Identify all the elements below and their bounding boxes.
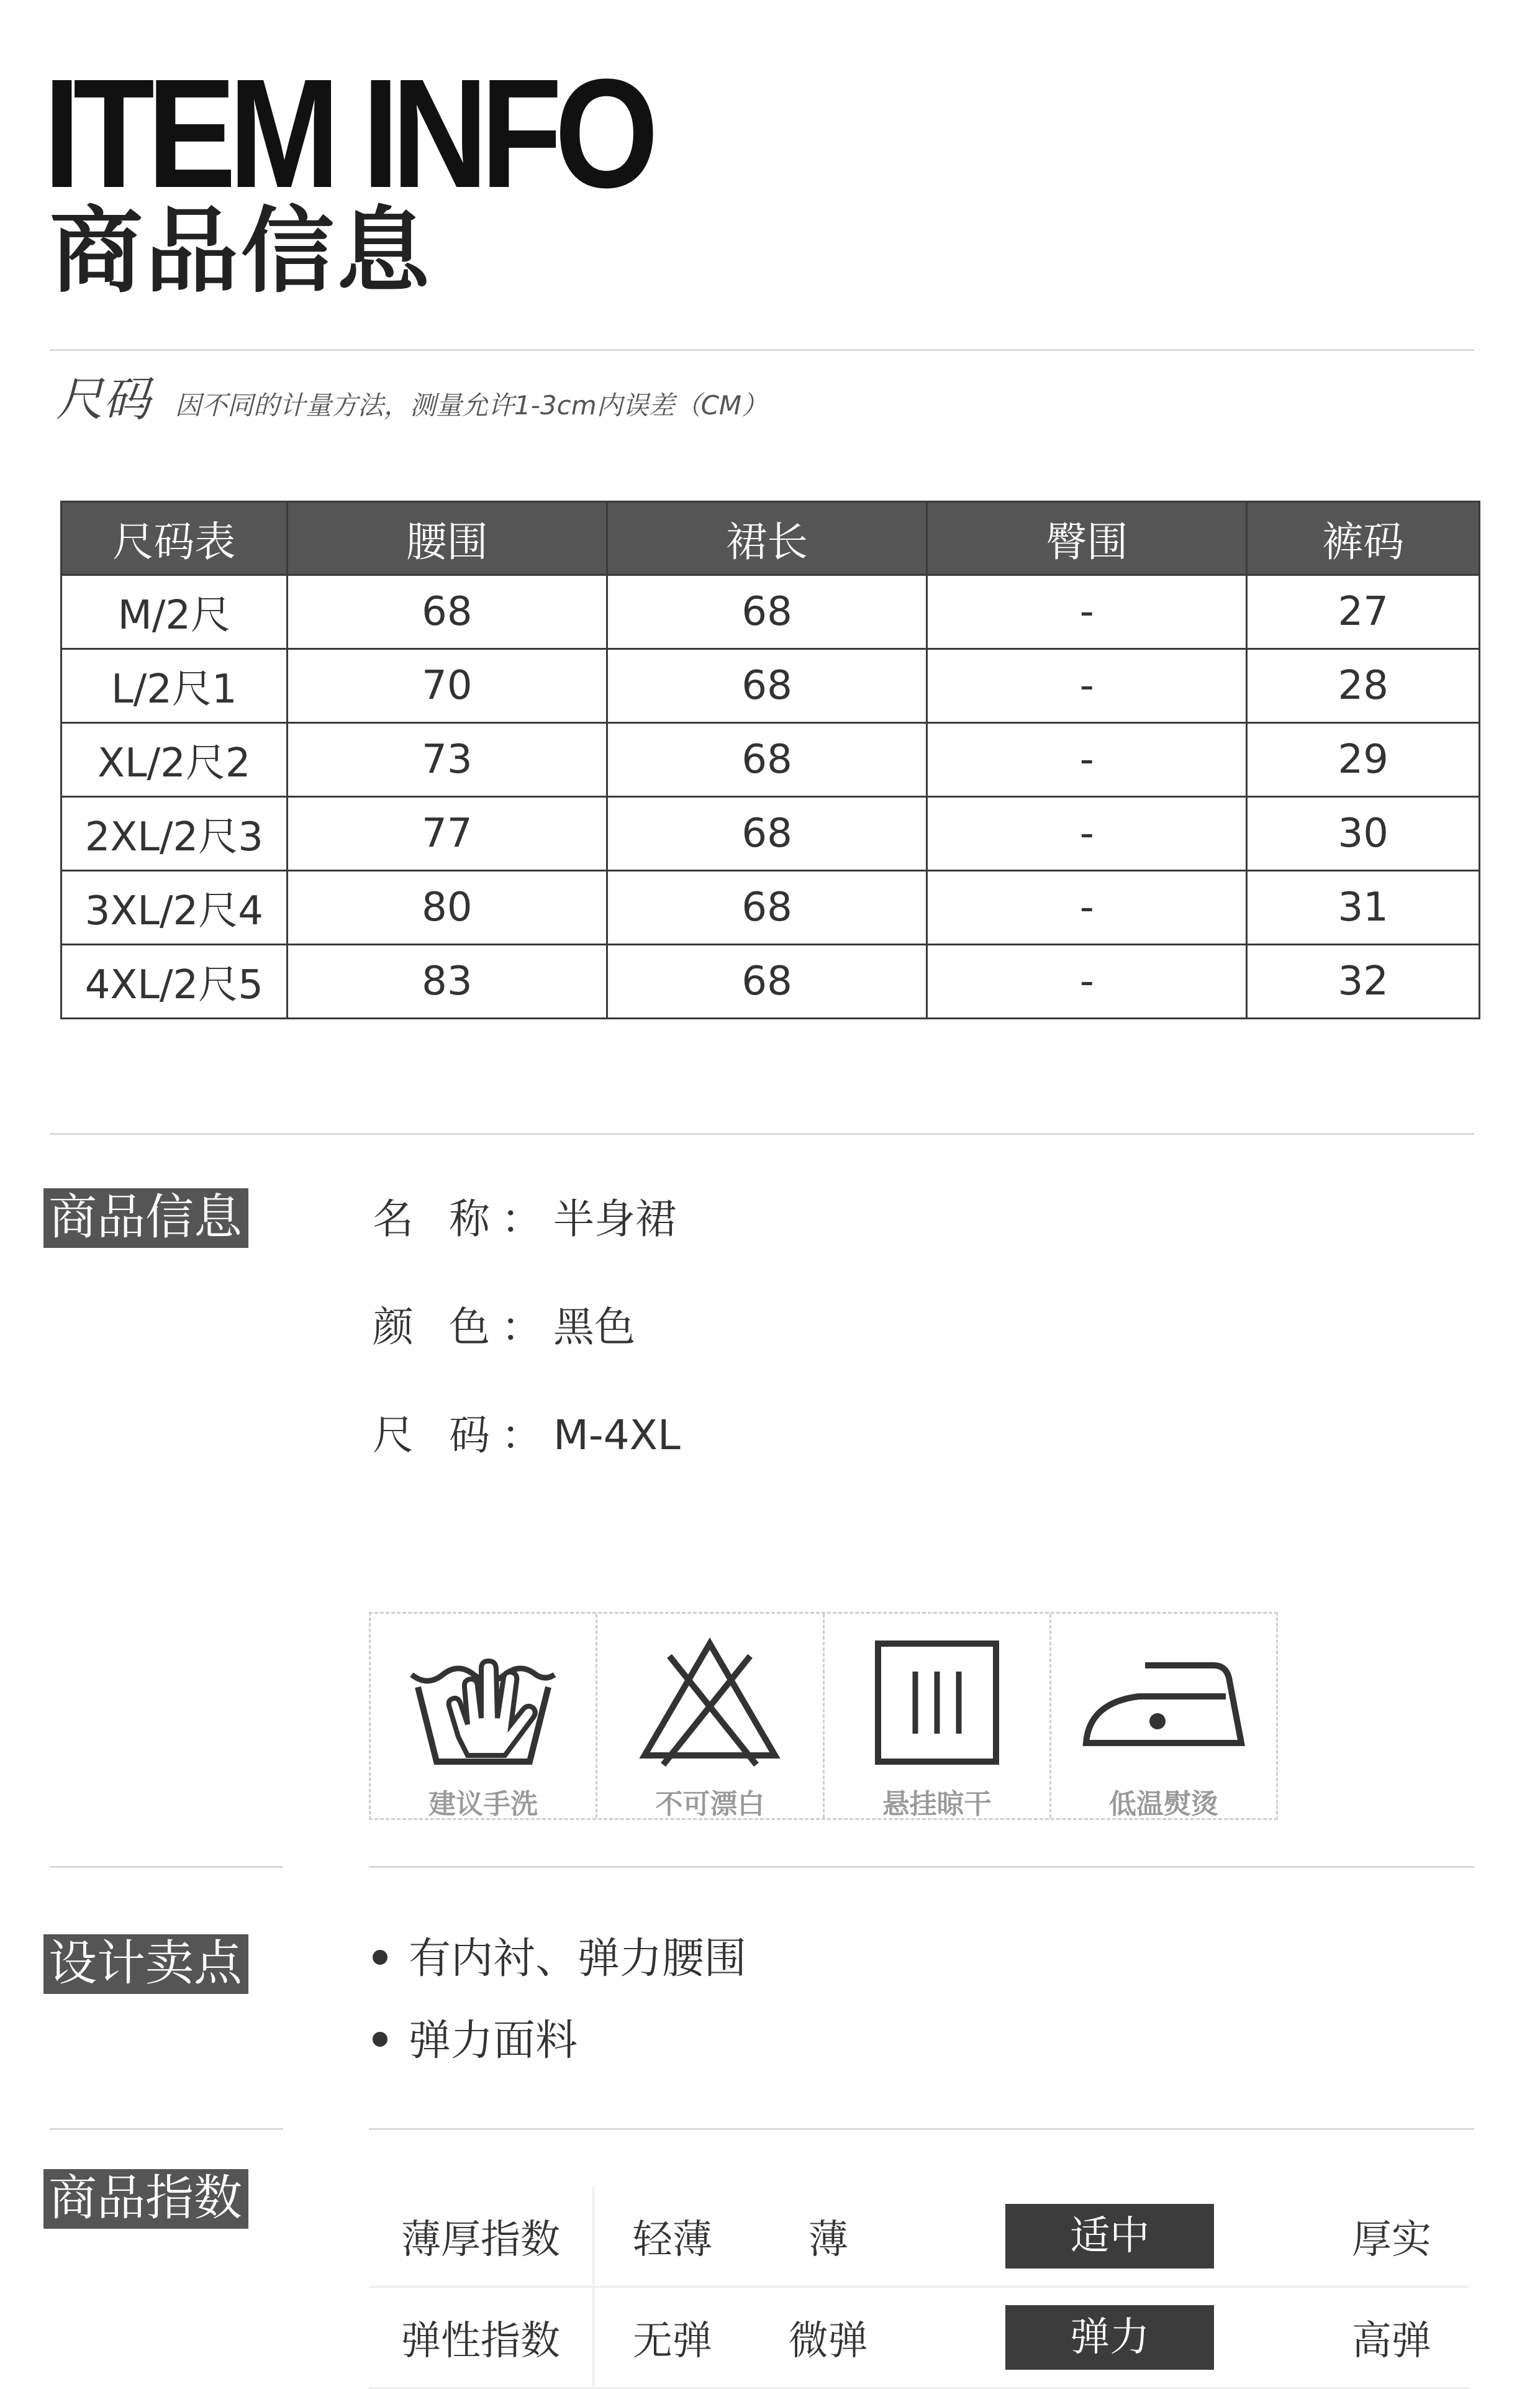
cell-pants-size: 27 xyxy=(1247,575,1480,649)
index-option: 厚实 xyxy=(1314,2187,1469,2287)
design-point-text: 有内衬、弹力腰围 xyxy=(409,1934,747,1983)
care-item-hand-wash xyxy=(371,1614,597,1818)
divider xyxy=(50,349,1474,351)
cell-waist: 68 xyxy=(287,575,607,649)
list-item xyxy=(373,1934,747,1983)
care-instructions xyxy=(369,1612,1278,1820)
info-size-label: 尺 码： xyxy=(373,1411,553,1459)
cell-waist: 83 xyxy=(287,945,607,1019)
header-pants-size: 裤码 xyxy=(1247,502,1480,575)
care-label: 低温熨烫 xyxy=(1108,1788,1218,1820)
cell-pants-size: 29 xyxy=(1247,723,1480,797)
table-row xyxy=(61,945,1480,1019)
index-row-elasticity xyxy=(369,2287,1469,2388)
cell-size: 2XL/2尺3 xyxy=(61,797,288,871)
info-size-line xyxy=(373,1411,681,1459)
size-heading: 尺码 xyxy=(56,371,150,427)
cell-length: 68 xyxy=(607,575,926,649)
index-row-label: 薄厚指数 xyxy=(369,2187,594,2287)
index-option: 轻薄 xyxy=(594,2187,751,2287)
care-item-low-iron xyxy=(1051,1614,1276,1818)
cell-waist: 70 xyxy=(287,649,607,723)
cell-pants-size: 32 xyxy=(1247,945,1480,1019)
cell-pants-size: 28 xyxy=(1247,649,1480,723)
divider xyxy=(50,1133,1474,1135)
header-hip: 臀围 xyxy=(927,502,1247,575)
selected-badge: 适中 xyxy=(1005,2204,1214,2268)
index-option-selected xyxy=(906,2187,1314,2287)
table-row xyxy=(61,871,1480,945)
divider xyxy=(369,2128,1474,2130)
cell-size: 3XL/2尺4 xyxy=(61,871,288,945)
selected-badge: 弹力 xyxy=(1005,2305,1214,2370)
info-size-value: M-4XL xyxy=(553,1411,681,1459)
product-index-table xyxy=(369,2187,1469,2389)
cell-size: 4XL/2尺5 xyxy=(61,945,288,1019)
size-table-header-row xyxy=(61,502,1480,575)
care-item-hang-dry xyxy=(825,1614,1051,1818)
cell-size: L/2尺1 xyxy=(61,649,288,723)
divider xyxy=(50,2128,283,2130)
product-index-tag: 商品指数 xyxy=(43,2169,248,2229)
table-row xyxy=(61,575,1480,649)
info-name-value: 半身裙 xyxy=(553,1195,676,1243)
header-size-chart: 尺码表 xyxy=(61,502,288,575)
cell-length: 68 xyxy=(607,649,926,723)
cell-length: 68 xyxy=(607,871,926,945)
bullet-dot xyxy=(373,2032,387,2047)
info-color-line xyxy=(373,1303,635,1351)
care-label: 不可漂白 xyxy=(655,1788,765,1820)
bullet-dot xyxy=(373,1950,387,1965)
index-row-thickness xyxy=(369,2187,1469,2287)
size-table xyxy=(60,501,1480,1019)
list-item xyxy=(373,2016,578,2065)
table-row xyxy=(61,649,1480,723)
info-name-line xyxy=(373,1195,676,1243)
hang-dry-icon xyxy=(866,1631,1008,1774)
low-iron-icon xyxy=(1077,1631,1251,1774)
cell-hip: - xyxy=(927,797,1247,871)
info-color-value: 黑色 xyxy=(553,1303,635,1351)
header-waist: 腰围 xyxy=(287,502,607,575)
product-info-tag: 商品信息 xyxy=(43,1188,248,1248)
index-option: 无弹 xyxy=(594,2287,751,2388)
hand-wash-icon xyxy=(399,1631,567,1774)
cell-size: M/2尺 xyxy=(61,575,288,649)
index-option-selected xyxy=(906,2287,1314,2388)
care-item-no-bleach xyxy=(597,1614,824,1818)
info-name-label: 名 称： xyxy=(373,1195,553,1243)
cell-hip: - xyxy=(927,871,1247,945)
cell-pants-size: 31 xyxy=(1247,871,1480,945)
cell-length: 68 xyxy=(607,945,926,1019)
index-row-label: 弹性指数 xyxy=(369,2287,594,2388)
divider xyxy=(369,1866,1474,1868)
cell-hip: - xyxy=(927,649,1247,723)
index-option: 高弹 xyxy=(1314,2287,1469,2388)
cell-waist: 73 xyxy=(287,723,607,797)
care-label: 建议手洗 xyxy=(428,1788,538,1820)
cell-size: XL/2尺2 xyxy=(61,723,288,797)
cell-hip: - xyxy=(927,575,1247,649)
page-title-cn: 商品信息 xyxy=(50,198,433,306)
cell-waist: 77 xyxy=(287,797,607,871)
no-bleach-icon xyxy=(635,1631,784,1774)
index-option: 薄 xyxy=(751,2187,906,2287)
cell-hip: - xyxy=(927,723,1247,797)
design-points-tag: 设计卖点 xyxy=(43,1934,248,1994)
page-title-en: ITEM INFO xyxy=(43,47,651,220)
table-row xyxy=(61,723,1480,797)
table-row xyxy=(61,797,1480,871)
cell-pants-size: 30 xyxy=(1247,797,1480,871)
cell-length: 68 xyxy=(607,797,926,871)
info-color-label: 颜 色： xyxy=(373,1303,553,1351)
index-option: 微弹 xyxy=(751,2287,906,2388)
design-point-text: 弹力面料 xyxy=(409,2016,578,2065)
divider xyxy=(50,1866,283,1868)
care-label: 悬挂晾干 xyxy=(882,1788,992,1820)
size-note: 因不同的计量方法，测量允许1-3cm内误差（CM） xyxy=(175,390,768,421)
cell-hip: - xyxy=(927,945,1247,1019)
cell-waist: 80 xyxy=(287,871,607,945)
cell-length: 68 xyxy=(607,723,926,797)
header-skirt-length: 裙长 xyxy=(607,502,926,575)
